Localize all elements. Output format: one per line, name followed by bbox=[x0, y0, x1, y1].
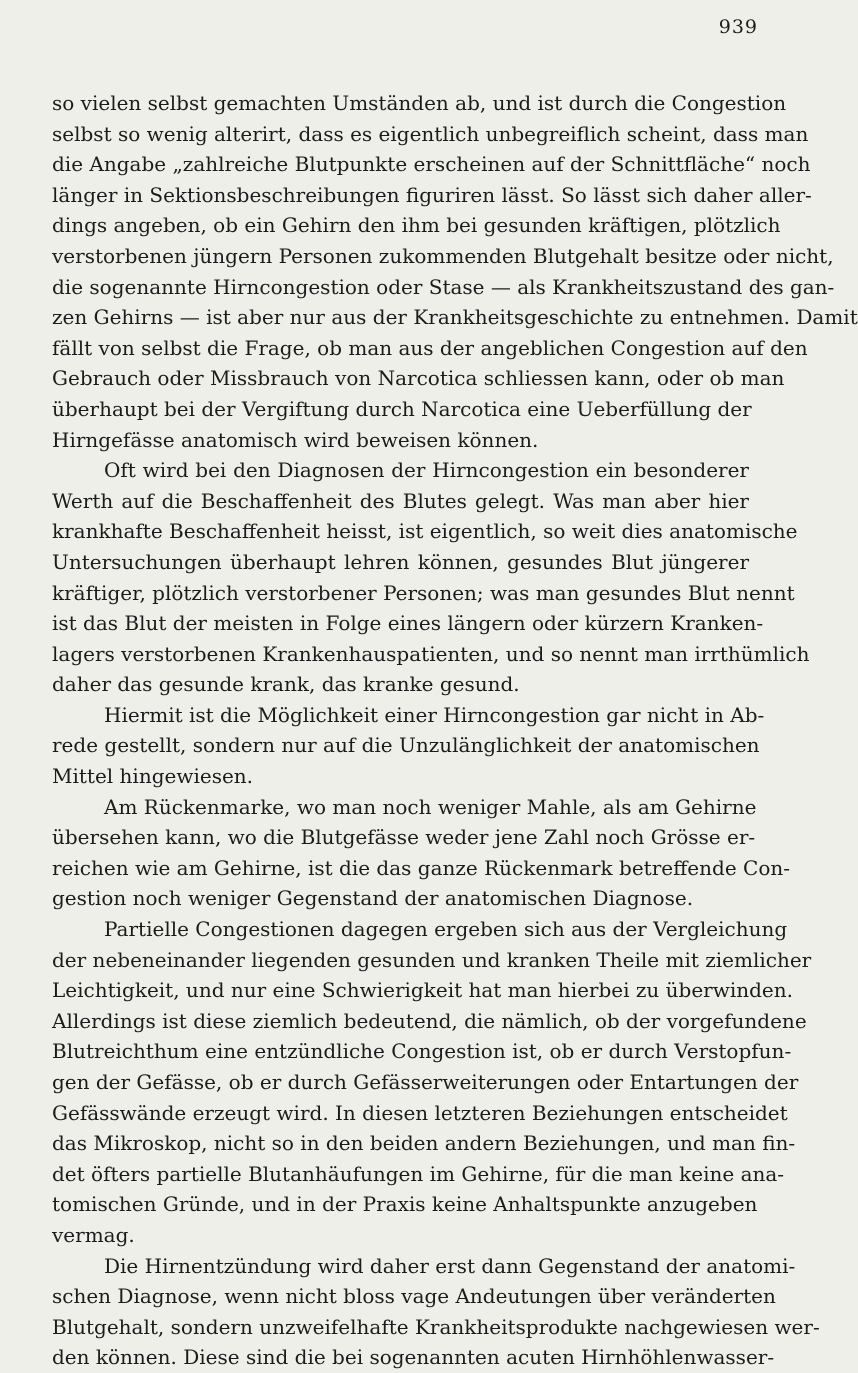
text-line: der nebeneinander liegenden gesunden und kranken Theile mit ziemlicher bbox=[52, 947, 812, 972]
text-line: den können. Diese sind die bei sogenannten acuten Hirnhöhlenwasser- bbox=[52, 1345, 775, 1370]
text-line: tomischen Gründe, und in der Praxis keine Anhaltspunkte anzugeben bbox=[52, 1192, 758, 1217]
text-line: Hiermit ist die Möglichkeit einer Hirncongestion gar nicht in Ab- bbox=[104, 702, 765, 727]
text-line: Allerdings ist diese ziemlich bedeutend, die nämlich, ob der vorgefundene bbox=[52, 1008, 807, 1033]
text-line: Blutgehalt, sondern unzweifelhafte Krankheitsprodukte nachgewiesen wer- bbox=[52, 1314, 820, 1339]
text-line: Leichtigkeit, und nur eine Schwierigkeit hat man hierbei zu überwinden. bbox=[52, 978, 794, 1003]
text-line: die sogenannte Hirncongestion oder Stase — als Krankheitszustand des gan- bbox=[52, 274, 835, 299]
text-line: gen der Gefässe, ob er durch Gefässerweiterungen oder Entartungen der bbox=[52, 1070, 799, 1094]
text-line: Am Rückenmarke, wo man noch weniger Mahle, als am Gehirne bbox=[104, 794, 757, 819]
text-line: det öfters partielle Blutanhäufungen im Gehirne, für die man keine ana- bbox=[52, 1161, 785, 1186]
text-line: reichen wie am Gehirne, ist die das ganze Rückenmark betreffende Con- bbox=[52, 855, 790, 880]
text-line: Hirngefässe anatomisch wird beweisen können. bbox=[52, 427, 539, 452]
text-line: Untersuchungen überhaupt lehren können, gesundes Blut jüngerer bbox=[52, 549, 749, 574]
body-text bbox=[52, 88, 858, 1373]
text-line: Gebrauch oder Missbrauch von Narcotica schliessen kann, oder ob man bbox=[52, 366, 785, 391]
text-line: überhaupt bei der Vergiftung durch Narcotica eine Ueberfüllung der bbox=[52, 396, 752, 421]
text-line: selbst so wenig alterirt, dass es eigentlich unbegreiflich scheint, dass man bbox=[52, 121, 809, 146]
text-line: die Angabe „zahlreiche Blutpunkte erscheinen auf der Schnittfläche“ noch bbox=[52, 152, 811, 177]
text-line: Mittel hingewiesen. bbox=[52, 764, 254, 789]
text-line: Partielle Congestionen dagegen ergeben sich aus der Vergleichung bbox=[104, 917, 788, 942]
text-line: krankhafte Beschaffenheit heisst, ist eigentlich, so weit dies anatomische bbox=[52, 519, 798, 544]
text-line: daher das gesunde krank, das kranke gesund. bbox=[52, 672, 520, 697]
text-line: Werth auf die Beschaffenheit des Blutes gelegt. Was man aber hier bbox=[52, 488, 749, 513]
text-line: verstorbenen jüngern Personen zukommenden Blutgehalt besitze oder nicht, bbox=[52, 243, 834, 268]
text-line: länger in Sektionsbeschreibungen figuriren lässt. So lässt sich daher aller- bbox=[52, 182, 812, 207]
text-line: rede gestellt, sondern nur auf die Unzulänglichkeit der anatomischen bbox=[52, 733, 760, 758]
text-line: lagers verstorbenen Krankenhauspatienten, und so nennt man irrthümlich bbox=[52, 641, 810, 666]
text-line: das Mikroskop, nicht so in den beiden andern Beziehungen, und man fin- bbox=[52, 1131, 796, 1156]
text-line: Oft wird bei den Diagnosen der Hirncongestion ein besonderer bbox=[104, 458, 749, 483]
text-line: Die Hirnentzündung wird daher erst dann Gegenstand der anatomi- bbox=[104, 1253, 796, 1278]
text-line: fällt von selbst die Frage, ob man aus der angeblichen Congestion auf den bbox=[52, 335, 808, 360]
text-line: gestion noch weniger Gegenstand der anatomischen Diagnose. bbox=[52, 886, 694, 911]
text-line: übersehen kann, wo die Blutgefässe weder jene Zahl noch Grösse er- bbox=[52, 825, 756, 850]
page-number: 939 bbox=[718, 16, 758, 38]
text-line: so vielen selbst gemachten Umständen ab, und ist durch die Congestion bbox=[52, 91, 787, 115]
text-line: schen Diagnose, wenn nicht bloss vage Andeutungen über veränderten bbox=[52, 1284, 776, 1309]
text-line: ist das Blut der meisten in Folge eines längern oder kürzern Kranken- bbox=[52, 611, 764, 636]
text-line: vermag. bbox=[52, 1222, 135, 1247]
text-line: kräftiger, plötzlich verstorbener Personen; was man gesundes Blut nennt bbox=[52, 580, 795, 605]
text-line: Gefässwände erzeugt wird. In diesen letzteren Beziehungen entscheidet bbox=[52, 1100, 788, 1125]
text-line: zen Gehirns — ist aber nur aus der Krankheitsgeschichte zu entnehmen. Damit bbox=[52, 305, 858, 330]
text-line: Blutreichthum eine entzündliche Congestion ist, ob er durch Verstopfun- bbox=[52, 1039, 792, 1064]
text-line: dings angeben, ob ein Gehirn den ihm bei gesunden kräftigen, plötzlich bbox=[52, 213, 781, 238]
